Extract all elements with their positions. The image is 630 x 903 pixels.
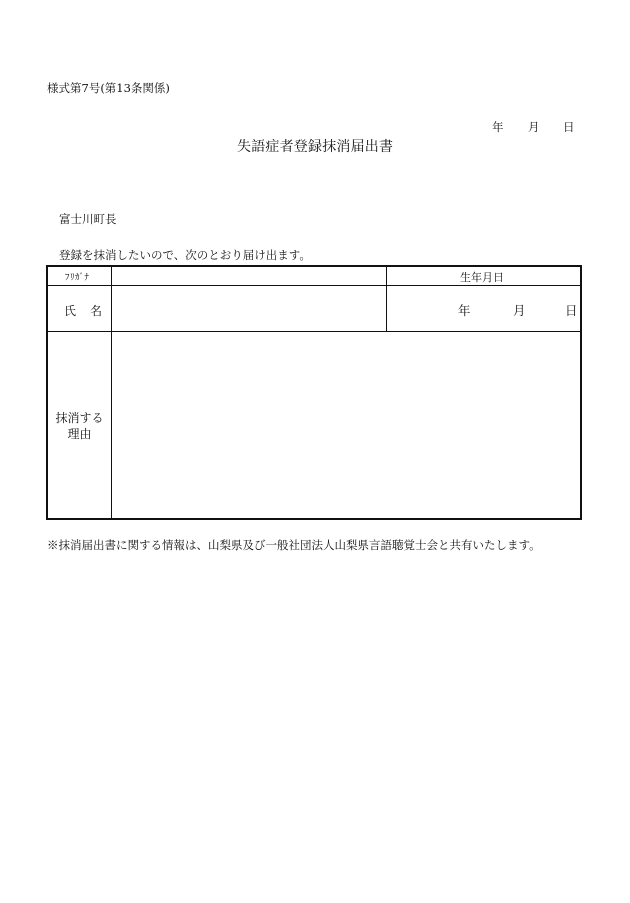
date-month-label: 月 — [528, 120, 540, 134]
furigana-field[interactable] — [112, 267, 386, 285]
form-number: 様式第7号(第13条関係) — [47, 81, 170, 95]
reason-label-line1: 抹消する — [55, 411, 104, 425]
addressee: 富士川町長 — [59, 212, 117, 226]
date-day-label: 日 — [563, 120, 575, 134]
birthdate-label: 生年月日 — [460, 271, 504, 284]
form-table — [46, 265, 582, 520]
reason-label — [48, 410, 111, 442]
document-title: 失語症者登録抹消届出書 — [237, 139, 394, 155]
date-year-label: 年 — [492, 120, 504, 134]
lead-text: 登録を抹消したいので、次のとおり届け出ます。 — [59, 248, 311, 262]
birth-year-label: 年 — [458, 303, 471, 318]
birthdate-field[interactable] — [387, 286, 580, 331]
name-field[interactable] — [112, 286, 386, 331]
name-label: 氏名 — [64, 304, 117, 318]
reason-label-line2: 理由 — [67, 427, 92, 441]
reason-field[interactable] — [112, 332, 580, 518]
footnote: ※抹消届出書に関する情報は、山梨県及び一般社団法人山梨県言語聴覚士会と共有いたします。 — [47, 538, 541, 552]
birth-month-label: 月 — [513, 303, 526, 318]
furigana-label: ﾌﾘｶﾞﾅ — [65, 273, 90, 283]
birth-day-label: 日 — [565, 303, 578, 318]
